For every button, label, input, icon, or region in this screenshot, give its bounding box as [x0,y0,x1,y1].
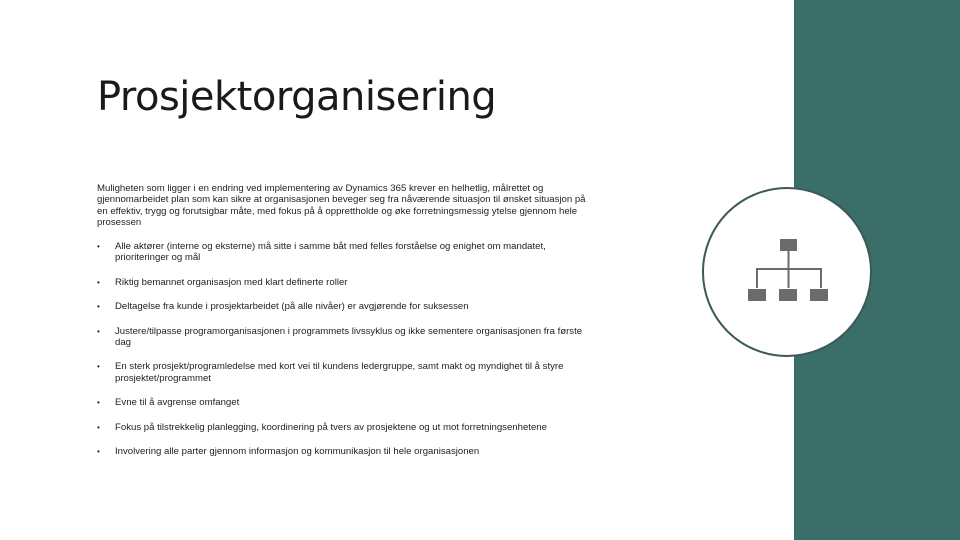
bullet-dot: • [97,326,100,336]
bullet-text: Justere/tilpasse programorganisasjonen i programmets livssyklus og ikke sementere organisasjonen fra første dag [115,325,583,349]
bullet-text: Fokus på tilstrekkelig planlegging, koordinering på tvers av prosjektene og ut mot forretningsenhetene [115,421,547,433]
bullet-item [97,422,597,433]
bullet-dot: • [97,398,100,408]
org-chart-icon [704,189,870,355]
bullet-item [97,361,597,384]
icon-circle [702,187,872,357]
bullet-list [97,238,597,457]
bullet-text: En sterk prosjekt/programledelse med kort vei til kundens ledergruppe, samt makt og myndighet til å styre prosjektet/programmet [115,361,564,384]
bullet-item [97,277,597,288]
bullet-text: Involvering alle parter gjennom informasjon og kommunikasjon til hele organisasjonen [115,446,480,458]
bullet-dot: • [97,277,100,287]
bullet-dot: • [97,422,100,432]
bullet-text: Deltagelse fra kunde i prosjektarbeidet (på alle nivåer) er avgjørende for suksessen [115,301,469,313]
slide-title: Prosjektorganisering [97,74,497,120]
bullet-text: Alle aktører (interne og eksterne) må sitte i samme båt med felles forståelse og enighet om mandatet, prioriteringer og mål [115,241,546,264]
intro-paragraph: Muligheten som ligger i en endring ved implementering av Dynamics 365 krever en helhetlig, målrettet og gjennomarbeidet plan som kan sikre at organisasjonen beveger seg fra nåværende situasjon til ønsket situasjon på en effektiv, trygg og forutsigbar måte, med fokus på å opprettholde og øke forretningsmessig ytelse gjennom hele prosessen [97,183,586,229]
bullet-item [97,301,597,312]
bullet-item [97,446,597,457]
bullet-dot: • [97,302,100,312]
bullet-item [97,241,597,264]
bullet-item [97,397,597,408]
bullet-text: Riktig bemannet organisasjon med klart definerte roller [115,276,348,288]
bullet-item [97,326,597,349]
bullet-text: Evne til å avgrense omfanget [115,397,240,409]
bullet-dot: • [97,362,100,372]
bullet-dot: • [97,242,100,251]
bullet-dot: • [97,447,100,457]
